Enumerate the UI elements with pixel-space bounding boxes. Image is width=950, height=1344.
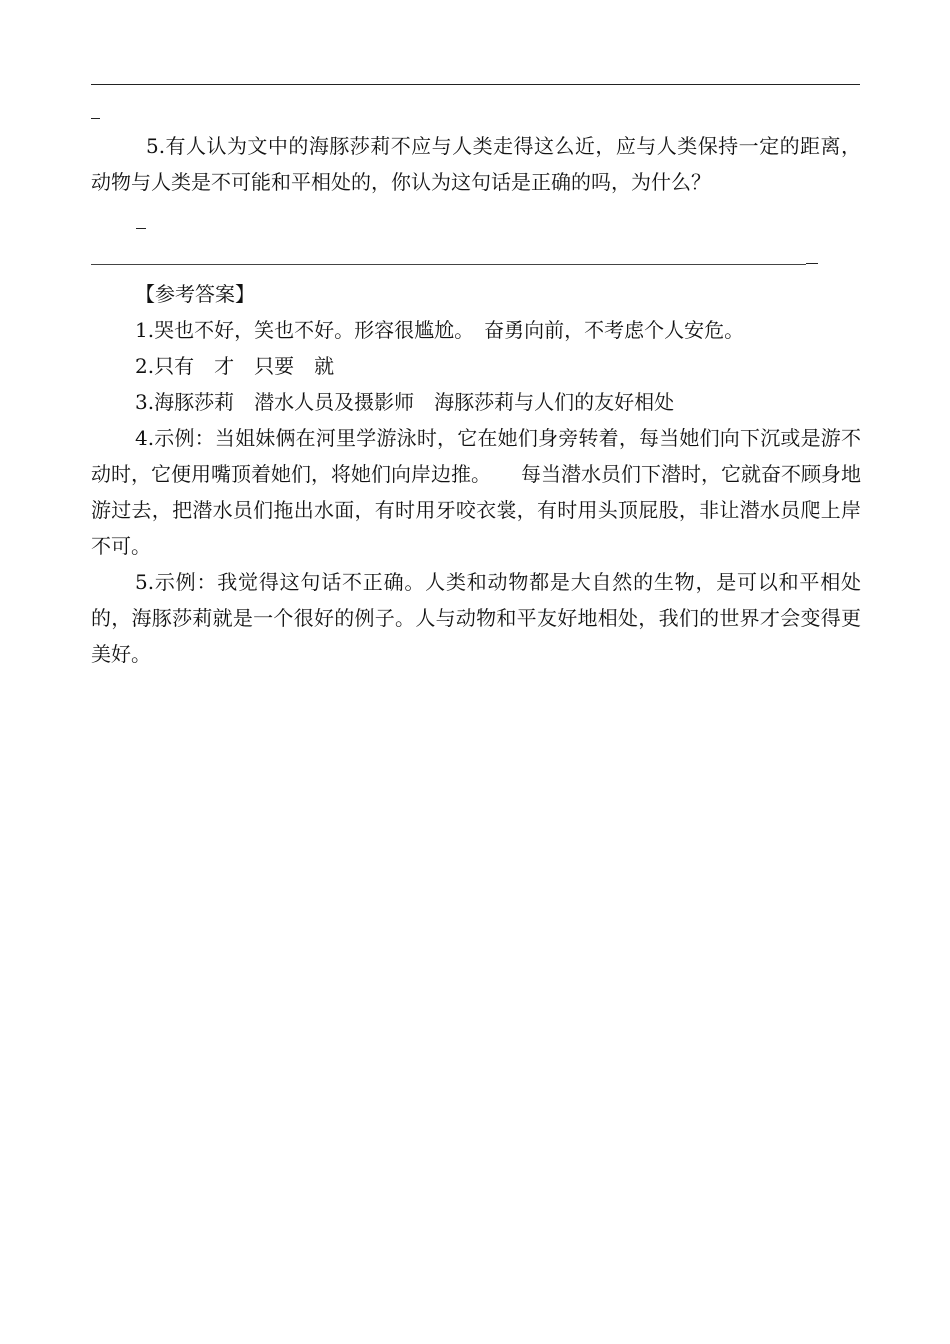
- answer-item-2: 2.只有 才 只要 就: [135, 354, 335, 378]
- question-5-text: 5.有人认为文中的海豚莎莉不应与人类走得这么近，应与人类保持一定的距离，动物与人类是不可能和平相处的，你认为这句话是正确的吗，为什么？: [91, 134, 861, 194]
- answer-line-start-mark: [136, 228, 146, 229]
- reference-answers: [91, 276, 861, 672]
- answer-item-1: 1.哭也不好，笑也不好。形容很尴尬。 奋勇向前，不考虑个人安危。: [135, 318, 745, 342]
- answer-line-end-mark: [91, 118, 100, 119]
- answer-line-question-5: [91, 264, 806, 265]
- answers-heading: 【参考答案】: [135, 282, 255, 306]
- answer-item-3: 3.海豚莎莉 潜水人员及摄影师 海豚莎莉与人们的友好相处: [135, 390, 675, 414]
- answer-line-end-mark: [806, 263, 818, 264]
- answer-line-top: [91, 84, 860, 85]
- answer-item-4: 4.示例：当姐妹俩在河里学游泳时，它在她们身旁转着，每当她们向下沉或是游不动时，它便用嘴顶着她们，将她们向岸边推。 每当潜水员们下潜时，它就奋不顾身地游过去，把潜水员们拖出水面，有时用牙咬衣裳，有时用头顶屁股，非让潜水员爬上岸不可。: [91, 426, 861, 558]
- question-5: [91, 128, 861, 200]
- answer-item-5: 5.示例：我觉得这句话不正确。人类和动物都是大自然的生物，是可以和平相处的，海豚莎莉就是一个很好的例子。人与动物和平友好地相处，我们的世界才会变得更美好。: [91, 570, 861, 666]
